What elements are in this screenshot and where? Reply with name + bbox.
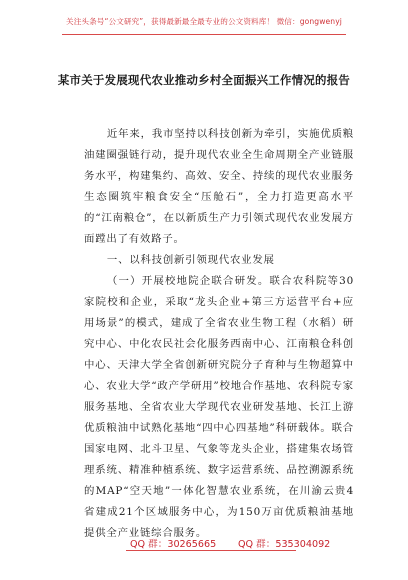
qq-group-right: QQ 群：535304092 <box>238 539 331 550</box>
intro-paragraph: 近年来，我市坚持以科技创新为牵引，实施优质粮油建圈强链行动，提升现代农业全生命周期全产业链服务水平，构建集约、高效、安全、持续的现代农业服务生态圈筑牢粮食安全“压舱石”，全力打造更高水平的“江南粮仓”，在以新质生产力引领式现代农业发展方面蹚出了有效路子。 <box>84 128 354 245</box>
qq-group-left: QQ 群：30265665 <box>130 539 217 550</box>
section-heading: 一、以科技创新引领现代农业发展 <box>106 254 275 266</box>
promo-divider <box>62 34 346 35</box>
footer-divider <box>126 550 296 551</box>
body-paragraph: （一）开展校地院企联合研发。联合农科院等30家院校和企业，采取“龙头企业+第三方运营平台+应用场景”的模式，建成了全省农业生物工程（水稻）研究中心、中化农民社会化服务西南中心、江南粮仓科创中心、天津大学全省创新研究院分子育种与生物超算中心、农业大学“政产学研用”校地合作基地、农科院专家服务基地、全省农业大学现代农业研发基地、长江上游优质粮油中试熟化基地“四中心四基地”科研载体。联合国家电网、北斗卫星、气象等龙头企业，搭建集农场管理系统、精准种植系统、数字运营系统、品控溯源系统的MAP“空天地”一体化智慧农业系统，在川渝云贵4省建成21个区域服务中心，为150万亩优质粮油基地提供全产业链综合服务。 <box>84 275 354 539</box>
document-title: 某市关于发展现代农业推动乡村全面振兴工作情况的报告 <box>57 73 351 87</box>
promo-banner: 关注头条号“公文研究”，获得最新最全最专业的公文资料库！ 微信：gongwenyj <box>66 17 342 26</box>
document-body <box>84 124 354 544</box>
